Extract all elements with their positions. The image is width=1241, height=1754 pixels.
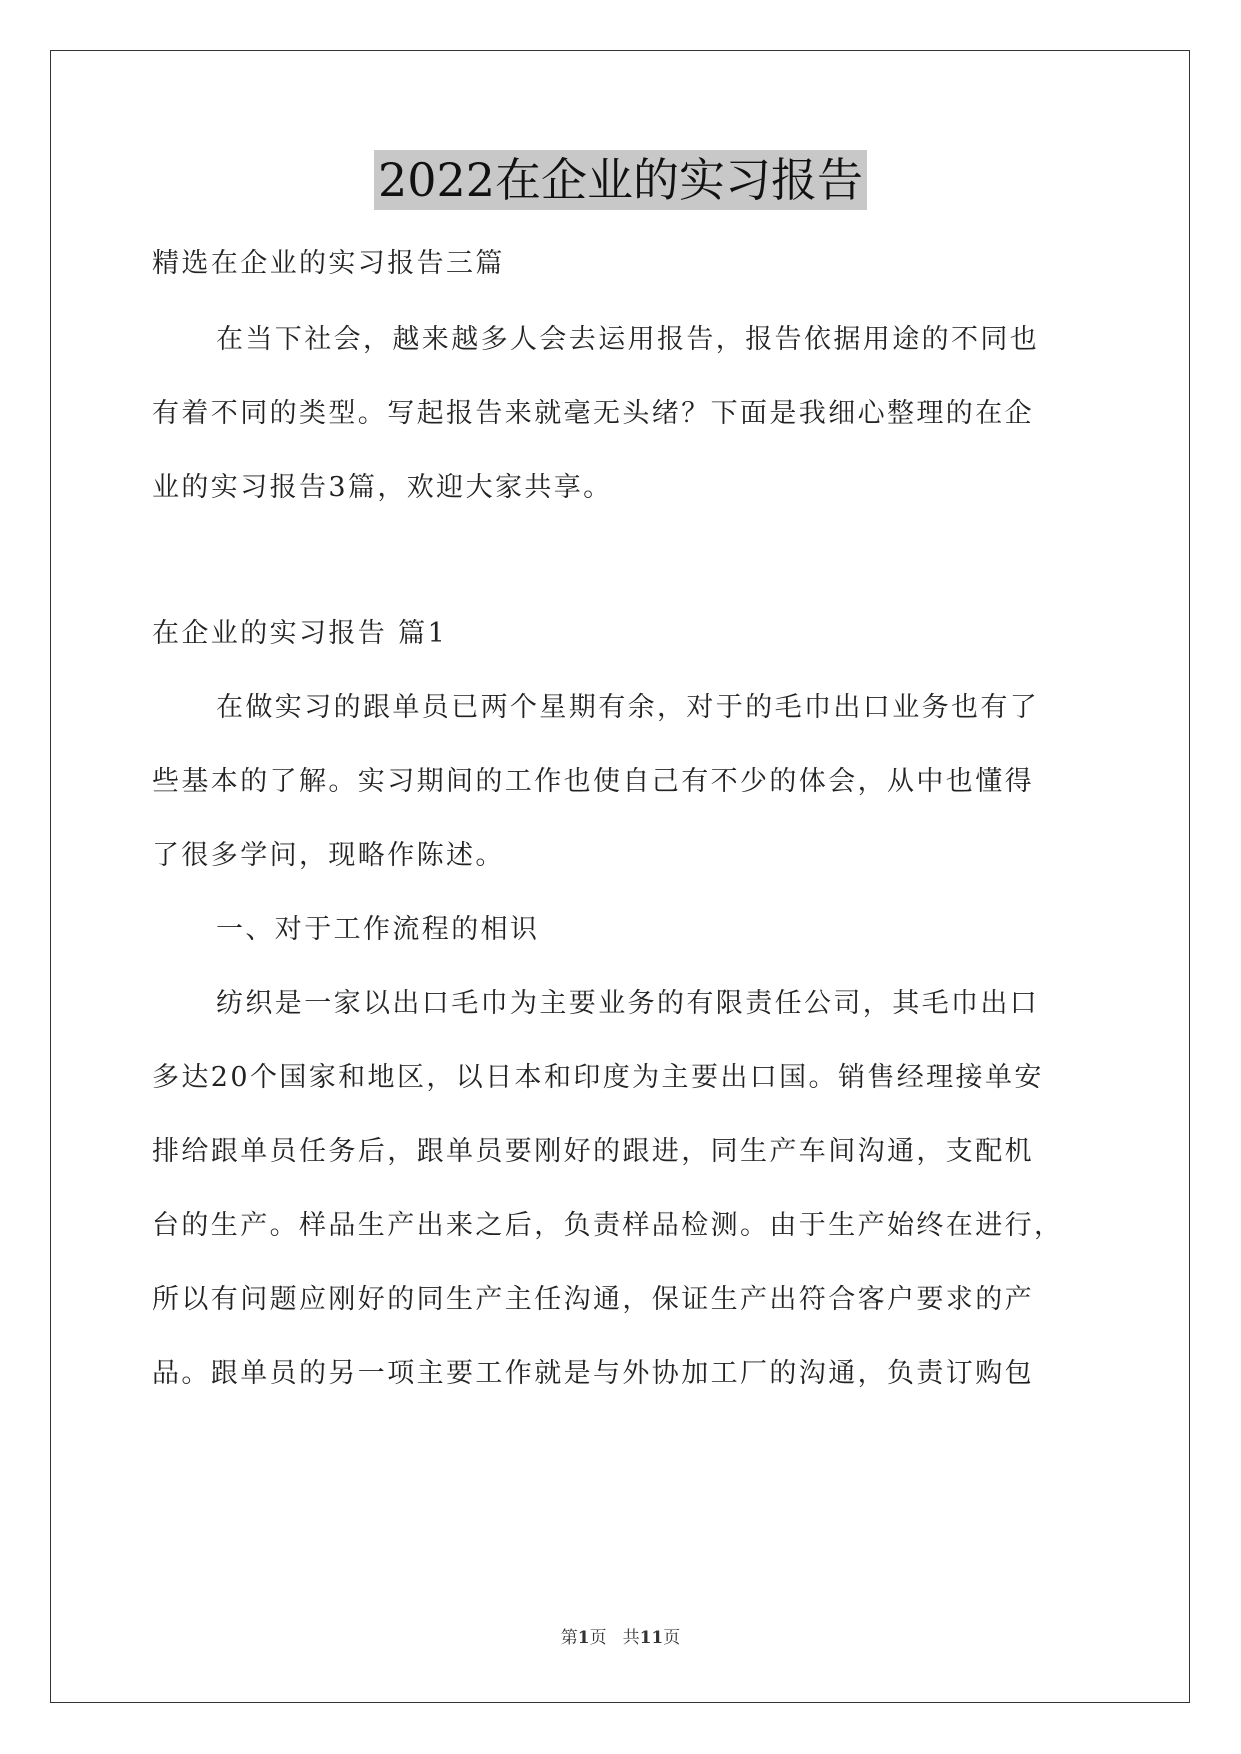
document-title: 2022在企业的实习报告 — [374, 150, 867, 210]
text-line: 在当下社会，越来越多人会去运用报告，报告依据用途的不同也 — [216, 324, 1040, 355]
text-line: 所以有问题应刚好的同生产主任沟通，保证生产出符合客户要求的产 — [152, 1284, 1034, 1315]
text-line: 在做实习的跟单员已两个星期有余，对于的毛巾出口业务也有了 — [216, 692, 1040, 723]
footer-total-pages: 11 — [639, 1628, 664, 1648]
section-heading: 在企业的实习报告 篇1 — [152, 618, 448, 649]
text-line: 有着不同的类型。写起报告来就毫无头绪？下面是我细心整理的在企 — [152, 398, 1034, 429]
text-line: 品。跟单员的另一项主要工作就是与外协加工厂的沟通，负责订购包 — [152, 1358, 1034, 1389]
text-line: 些基本的了解。实习期间的工作也使自己有不少的体会，从中也懂得 — [152, 766, 1034, 797]
footer-page-number: 1 — [577, 1628, 590, 1648]
text-line: 台的生产。样品生产出来之后，负责样品检测。由于生产始终在进行， — [152, 1210, 1064, 1241]
footer-total-suffix: 页 — [663, 1628, 681, 1648]
footer-page-prefix: 第 — [560, 1628, 578, 1648]
text-line: 排给跟单员任务后，跟单员要刚好的跟进，同生产车间沟通，支配机 — [152, 1136, 1034, 1167]
subsection-heading: 一、对于工作流程的相识 — [216, 914, 540, 945]
footer-total-prefix: 共 — [622, 1628, 640, 1648]
text-line: 业的实习报告3篇，欢迎大家共享。 — [152, 472, 613, 503]
page-footer — [0, 1626, 1241, 1650]
text-line: 了很多学问，现略作陈述。 — [152, 840, 505, 871]
page-border — [50, 50, 1190, 1703]
text-line: 纺织是一家以出口毛巾为主要业务的有限责任公司，其毛巾出口 — [216, 988, 1040, 1019]
text-line: 多达20个国家和地区，以日本和印度为主要出口国。销售经理接单安 — [152, 1062, 1044, 1093]
title-container — [0, 150, 1241, 210]
footer-page-suffix: 页 — [589, 1628, 607, 1648]
subtitle-line: 精选在企业的实习报告三篇 — [152, 248, 505, 279]
